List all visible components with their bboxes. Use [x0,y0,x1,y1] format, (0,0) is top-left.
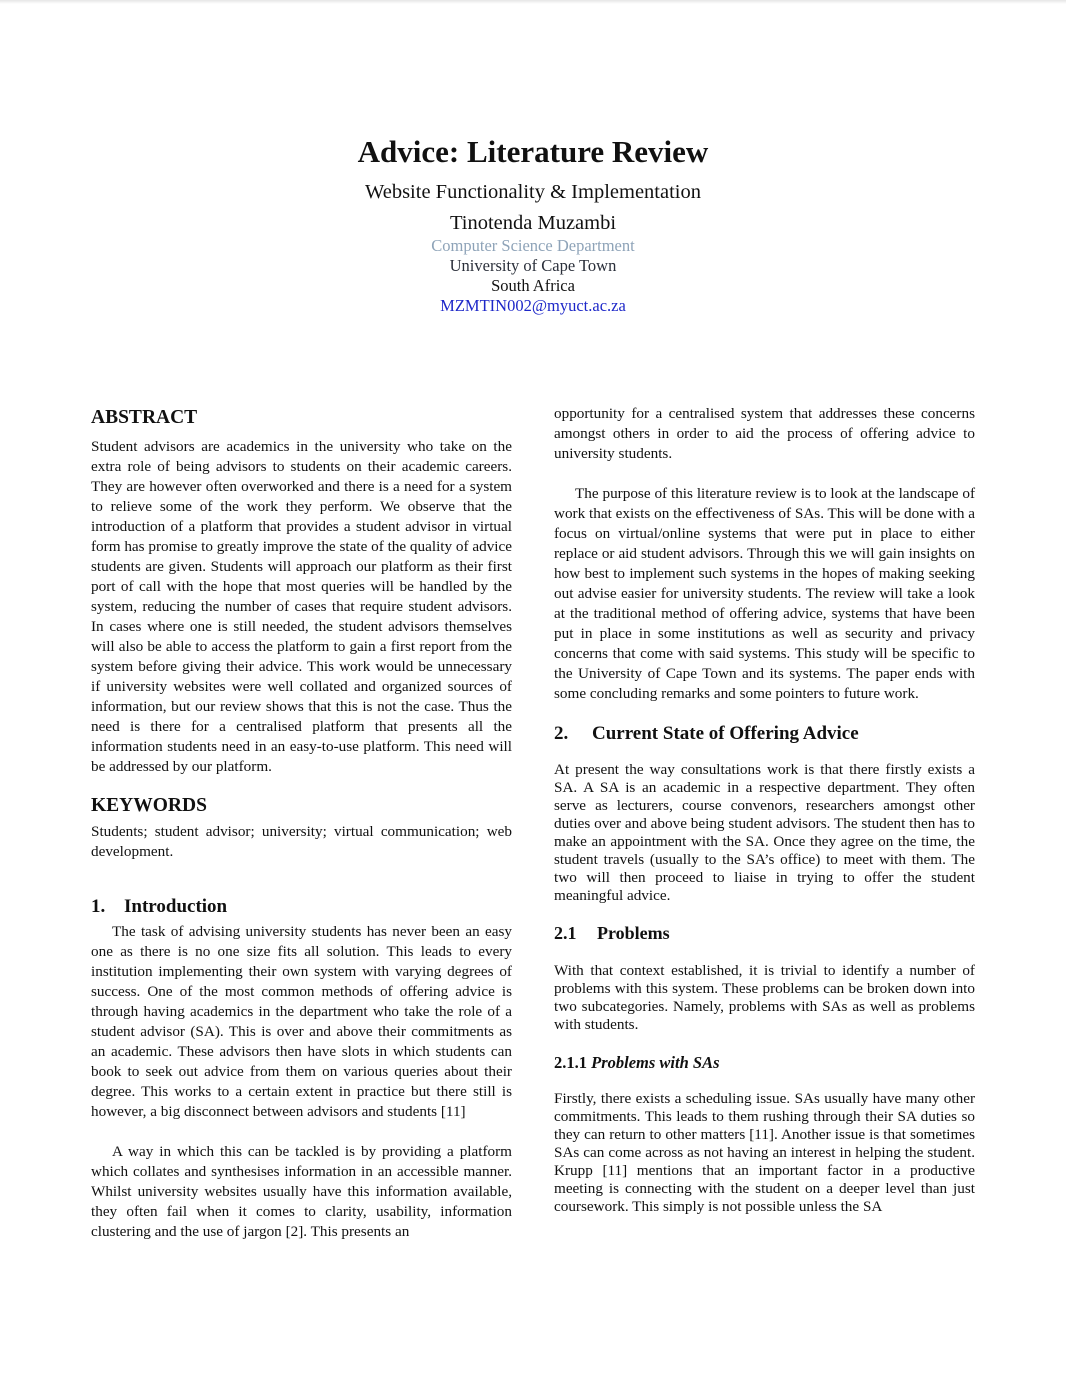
keywords-text: Students; student advisor; university; virtual communication; web development. [91,823,512,860]
author-department: Computer Science Department [431,236,635,255]
paper-subtitle: Website Functionality & Implementation [365,181,701,203]
section-2-1-1-paragraph: Firstly, there exists a scheduling issue. SAs usually have many other commitments. This leads to them rushing through their SA duties so they can return to other matters [11]. Another issue is that sometimes SAs can come across as not having an interest in helping the student. Krupp [11] mentions that an important factor in a productive meeting is connecting with the student on a deeper level than just coursework. This simply is not possible unless the SA [554,1090,975,1215]
author-name: Tinotenda Muzambi [449,212,617,234]
section-2-heading [554,722,975,746]
introduction-paragraph-1: The task of advising university students has never been an easy one as there is no one size fits all solution. This leads to every institution implementing their own system with varying degrees of success. One of the most common methods of offering advice is through having academics in the department who take the role of a student advisor (SA). This is over and above their commitments as an academic. These advisors then have slots in which students can book to seek out advice from them on various queries about their degree. This works to a certain extent in practice but there still is however, a big disconnect between advisors and students [11] [91,923,512,1120]
section-2-paragraph: At present the way consultations work is that there firstly exists a SA. A SA is an academic in a respective department. They often serve as lecturers, course convenors, researchers amongst other duties over and above being student advisors. The student then has to make an appointment with the SA. Once they agree on the time, the student travels (usually to the SA’s office) to meet with them. The two will then proceed to liaise in trying to offer the student meaningful advice. [554,761,975,904]
section-title: Introduction [124,896,228,917]
section-2-1-1-heading [554,1052,975,1074]
introduction-paragraph-2: A way in which this can be tackled is by providing a platform which collates and synthesises information in an accessible manner. Whilst university websites usually have this information available, they often fail when it comes to clarity, usability, information clustering and the use of jargon [2]. This presents an [91,1143,512,1240]
author-university: University of Cape Town [449,256,617,275]
section-number: 1. [91,896,106,917]
author-email-link[interactable]: MZMTIN002@myuct.ac.za [440,296,626,315]
abstract-text: Student advisors are academics in the university who take on the extra role of being advisors to students on their academic careers. They are however often overworked and there is a need for a system to relieve some of the work they perform. We observe that the introduction of a platform that provides a student advisor in virtual form has promise to greatly improve the state of the quality of advice students are given. Students will approach our platform as their first port of call with the hope that most queries will be handled by the system, reducing the number of cases that require student advisors. In cases where one is still needed, the student advisors themselves will also be able to access the platform to gain a first report from the system before giving their advice. This work would be unnecessary if university websites were well collated and organized sources of information, but our review shows that this is not the case. Thus the need is there for a centralised platform that presents all the information students need in an easy-to-use platform. This need will be addressed by our platform. [91,438,512,775]
left-column [91,404,512,1242]
introduction-paragraph-3: The purpose of this literature review is to look at the landscape of work that exists on the effectiveness of SAs. This will be done with a focus on virtual/online systems that were put in place to either replace or aid student advisors. Through this we will gain insights on how best to implement such systems in the hopes of making seeking out advise easier for university students. The review will take a look at the traditional method of offering advice, systems that have been put in place in some institutions as well as security and privacy concerns that come with said systems. This study will be specific to the University of Cape Town and its systems. The paper ends with some concluding remarks and some pointers to future work. [554,485,975,702]
section-title: Problems with SAs [591,1053,720,1072]
abstract-heading: ABSTRACT [91,407,198,428]
section-2-1-heading [554,922,975,944]
introduction-paragraph-2-continued: opportunity for a centralised system that addresses these concerns amongst others in order to aid the process of offering advice to university students. [554,405,975,462]
section-title: Problems [597,923,670,943]
section-2-1-paragraph: With that context established, it is trivial to identify a number of problems with this system. These problems can be broken down into two subcategories. Namely, problems with SAs as well as problems with students. [554,962,975,1033]
section-title: Current State of Offering Advice [592,723,859,744]
section-number: 2. [554,723,569,744]
right-column [554,404,975,1216]
page-top-edge [0,0,1066,4]
section-number: 2.1.1 [554,1053,587,1072]
paper-title: Advice: Literature Review [357,134,709,169]
keywords-heading: KEYWORDS [91,795,207,816]
section-number: 2.1 [554,923,577,943]
introduction-heading [91,895,512,919]
author-country: South Africa [491,276,575,295]
